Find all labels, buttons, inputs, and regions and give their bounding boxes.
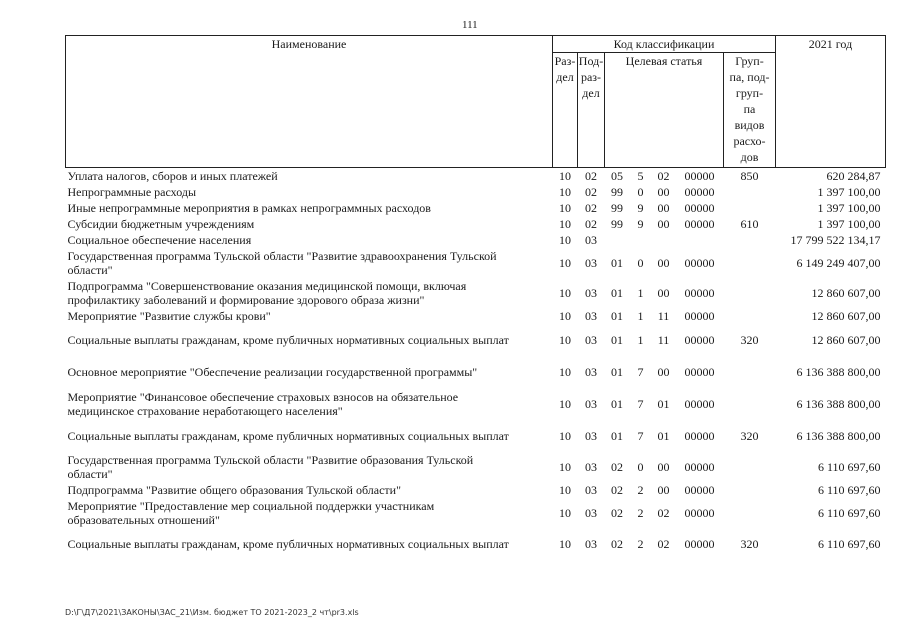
table-row	[66, 528, 886, 560]
row-target-program: 01	[611, 396, 623, 411]
table-row	[66, 452, 886, 482]
row-name-line: Непрограммные расходы	[67, 184, 197, 199]
row-razdel: 10	[559, 332, 571, 347]
row-razdel: 10	[559, 168, 571, 183]
row-name-line: Социальные выплаты гражданам, кроме публичных нормативных социальных выплат	[67, 428, 509, 443]
row-razdel: 10	[559, 216, 571, 231]
row-target-direction: 00000	[684, 184, 715, 199]
row-expense-group: 320	[740, 332, 759, 347]
row-target-subprogram: 2	[637, 536, 644, 551]
table-row	[66, 168, 886, 184]
row-target-direction: 00000	[684, 332, 715, 347]
row-amount: 12 860 607,00	[811, 332, 881, 347]
row-target-subprogram: 0	[637, 255, 644, 270]
row-name-line: Мероприятие "Финансовое обеспечение страховых взносов на обязательное	[67, 389, 459, 404]
row-podrazdel: 03	[585, 308, 597, 323]
row-target-direction: 00000	[684, 308, 715, 323]
row-name-line: Государственная программа Тульской области "Развитие образования Тульской	[67, 452, 474, 467]
header-gruppa-line: па	[743, 102, 756, 116]
table-row	[66, 420, 886, 452]
row-target-direction: 00000	[684, 364, 715, 379]
row-target-subprogram: 7	[637, 396, 644, 411]
row-razdel: 10	[559, 308, 571, 323]
row-target-event: 00	[657, 216, 670, 231]
row-name	[66, 528, 553, 560]
row-razdel: 10	[559, 184, 571, 199]
table-row	[66, 184, 886, 200]
row-target-subprogram: 7	[637, 364, 644, 379]
table-row	[66, 388, 886, 420]
row-name-line: Подпрограмма "Совершенствование оказания медицинской помощи, включая	[67, 278, 467, 293]
budget-table	[65, 35, 886, 560]
row-target-event: 00	[657, 285, 670, 300]
header-gruppa	[724, 53, 776, 168]
row-expense-group	[724, 184, 776, 200]
row-target-subprogram: 5	[637, 168, 644, 183]
row-name-line: Государственная программа Тульской области "Развитие здравоохранения Тульской	[67, 248, 497, 263]
header-razdel	[553, 53, 578, 168]
row-name	[66, 308, 553, 324]
row-name	[66, 356, 553, 388]
row-name	[66, 278, 553, 308]
row-target-event: 00	[657, 184, 670, 199]
row-podrazdel: 03	[585, 482, 597, 497]
table-row	[66, 482, 886, 498]
row-name	[66, 248, 553, 278]
row-target-subprogram: 2	[637, 505, 644, 520]
header-gruppa-line: дов	[740, 150, 759, 164]
row-target-subprogram: 1	[637, 308, 644, 323]
table-row	[66, 216, 886, 232]
row-amount: 6 110 697,60	[817, 505, 881, 520]
table-row	[66, 356, 886, 388]
table-row	[66, 232, 886, 248]
row-expense-group	[724, 482, 776, 498]
row-target-event: 00	[657, 482, 670, 497]
row-target-direction: 00000	[684, 285, 715, 300]
row-name-line: Социальные выплаты гражданам, кроме публичных нормативных социальных выплат	[67, 332, 509, 347]
header-podrazdel-line: дел	[582, 86, 600, 100]
row-name	[66, 482, 553, 498]
row-amount: 1 397 100,00	[817, 216, 881, 231]
row-target-program: 01	[611, 428, 623, 443]
header-razdel-line: Раз-	[554, 54, 576, 68]
row-podrazdel: 03	[585, 364, 597, 379]
row-name-line: профилактику заболеваний и формирование здорового образа жизни"	[67, 292, 425, 307]
row-target-program: 99	[611, 184, 623, 199]
row-amount: 6 110 697,60	[817, 459, 881, 474]
row-podrazdel: 03	[585, 285, 597, 300]
row-target-subprogram: 2	[637, 482, 644, 497]
row-target-direction: 00000	[684, 482, 715, 497]
row-target-program: 02	[611, 482, 623, 497]
header-podrazdel	[578, 53, 605, 168]
row-razdel: 10	[559, 536, 571, 551]
row-amount: 1 397 100,00	[817, 184, 881, 199]
row-target-event: 00	[657, 459, 670, 474]
row-target-event: 11	[657, 308, 670, 323]
row-amount: 6 110 697,60	[817, 482, 881, 497]
table-row	[66, 200, 886, 216]
header-name: Наименование	[66, 36, 553, 168]
row-expense-group	[724, 308, 776, 324]
row-razdel: 10	[559, 255, 571, 270]
row-name-line: Основное мероприятие "Обеспечение реализации государственной программы"	[67, 364, 478, 379]
row-target-event: 02	[657, 168, 670, 183]
row-target-direction: 00000	[684, 459, 715, 474]
table-row	[66, 278, 886, 308]
row-name	[66, 232, 553, 248]
row-expense-group	[724, 498, 776, 528]
row-target-subprogram: 1	[637, 332, 644, 347]
row-target-program	[605, 232, 630, 248]
header-podrazdel-line: Под-	[578, 54, 604, 68]
row-name-line: области"	[67, 262, 113, 277]
header-gruppa-line: па, под-	[729, 70, 770, 84]
row-podrazdel: 03	[585, 255, 597, 270]
row-amount: 6 110 697,60	[817, 536, 881, 551]
row-target-direction: 00000	[684, 216, 715, 231]
row-name-line: Мероприятие "Развитие службы крови"	[67, 308, 271, 323]
row-name-line: Субсидии бюджетным учреждениям	[67, 216, 255, 231]
row-expense-group	[724, 232, 776, 248]
row-target-direction: 00000	[684, 255, 715, 270]
row-target-program: 01	[611, 285, 623, 300]
row-target-direction: 00000	[684, 505, 715, 520]
row-amount: 17 799 522 134,17	[790, 232, 881, 247]
row-target-event: 00	[657, 200, 670, 215]
row-podrazdel: 03	[585, 332, 597, 347]
row-expense-group	[724, 200, 776, 216]
row-target-event: 02	[657, 505, 670, 520]
row-target-direction: 00000	[684, 200, 715, 215]
row-target-event: 02	[657, 536, 670, 551]
row-razdel: 10	[559, 482, 571, 497]
row-name	[66, 452, 553, 482]
row-target-program: 02	[611, 505, 623, 520]
row-podrazdel: 02	[585, 168, 597, 183]
row-amount: 6 136 388 800,00	[796, 428, 881, 443]
row-amount: 6 136 388 800,00	[796, 396, 881, 411]
row-target-direction: 00000	[684, 168, 715, 183]
row-expense-group: 850	[740, 168, 759, 183]
row-razdel: 10	[559, 285, 571, 300]
row-podrazdel: 03	[585, 232, 597, 247]
row-target-direction	[676, 232, 724, 248]
table-row	[66, 324, 886, 356]
row-name-line: Социальное обеспечение населения	[67, 232, 252, 247]
row-podrazdel: 03	[585, 505, 597, 520]
row-expense-group: 320	[740, 536, 759, 551]
row-target-subprogram	[630, 232, 652, 248]
row-target-subprogram: 1	[637, 285, 644, 300]
row-podrazdel: 02	[585, 200, 597, 215]
row-target-subprogram: 9	[637, 200, 644, 215]
row-target-event: 11	[657, 332, 670, 347]
row-target-program: 02	[611, 536, 623, 551]
row-expense-group	[724, 248, 776, 278]
row-target-event	[652, 232, 676, 248]
header-gruppa-line: видов	[734, 118, 765, 132]
row-target-subprogram: 0	[637, 459, 644, 474]
row-name	[66, 420, 553, 452]
row-name-line: медицинское страхование неработающего населения"	[67, 403, 343, 418]
row-expense-group	[724, 452, 776, 482]
row-target-program: 05	[611, 168, 623, 183]
row-podrazdel: 03	[585, 459, 597, 474]
row-expense-group	[724, 388, 776, 420]
row-razdel: 10	[559, 396, 571, 411]
row-name-line: Мероприятие "Предоставление мер социальной поддержки участникам	[67, 498, 435, 513]
row-target-event: 00	[657, 255, 670, 270]
row-target-program: 01	[611, 308, 623, 323]
row-expense-group: 320	[740, 428, 759, 443]
file-path-footer: D:\Г\Д7\2021\ЗАКОНЫ\ЗАС_21\Изм. бюджет ТО 2021-2023_2 чт\pr3.xls	[65, 608, 359, 617]
row-razdel: 10	[559, 459, 571, 474]
row-podrazdel: 03	[585, 428, 597, 443]
table-row	[66, 308, 886, 324]
row-target-direction: 00000	[684, 428, 715, 443]
row-expense-group: 610	[740, 216, 759, 231]
row-target-event: 01	[657, 396, 670, 411]
row-target-program: 01	[611, 332, 623, 347]
header-gruppa-line: груп-	[735, 86, 764, 100]
row-name	[66, 388, 553, 420]
row-target-program: 02	[611, 459, 623, 474]
row-name	[66, 200, 553, 216]
row-target-program: 99	[611, 200, 623, 215]
header-razdel-line: дел	[556, 70, 574, 84]
table-row	[66, 248, 886, 278]
row-name-line: Иные непрограммные мероприятия в рамках непрограммных расходов	[67, 200, 431, 215]
row-podrazdel: 03	[585, 396, 597, 411]
row-target-subprogram: 9	[637, 216, 644, 231]
row-target-event: 00	[657, 364, 670, 379]
row-razdel: 10	[559, 364, 571, 379]
row-amount: 1 397 100,00	[817, 200, 881, 215]
row-target-program: 01	[611, 255, 623, 270]
header-gruppa-line: Груп-	[735, 54, 764, 68]
row-target-event: 01	[657, 428, 670, 443]
header-podrazdel-line: раз-	[580, 70, 602, 84]
row-name-line: Подпрограмма "Развитие общего образования Тульской области"	[67, 482, 401, 497]
row-name	[66, 216, 553, 232]
header-year: 2021 год	[776, 36, 886, 168]
table-body	[66, 168, 886, 560]
row-name-line: образовательных отношений"	[67, 512, 220, 527]
row-podrazdel: 03	[585, 536, 597, 551]
row-target-direction: 00000	[684, 396, 715, 411]
row-razdel: 10	[559, 505, 571, 520]
row-amount: 12 860 607,00	[811, 285, 881, 300]
row-expense-group	[724, 278, 776, 308]
row-target-subprogram: 0	[637, 184, 644, 199]
row-expense-group	[724, 356, 776, 388]
table-row	[66, 498, 886, 528]
row-podrazdel: 02	[585, 216, 597, 231]
row-name	[66, 324, 553, 356]
row-name	[66, 168, 553, 184]
row-podrazdel: 02	[585, 184, 597, 199]
row-amount: 6 136 388 800,00	[796, 364, 881, 379]
row-name	[66, 184, 553, 200]
page-number: 111	[462, 19, 478, 31]
row-target-program: 01	[611, 364, 623, 379]
row-razdel: 10	[559, 200, 571, 215]
header-celevaya: Целевая статья	[605, 53, 724, 168]
row-target-direction: 00000	[684, 536, 715, 551]
row-razdel: 10	[559, 428, 571, 443]
row-amount: 6 149 249 407,00	[796, 255, 881, 270]
row-name-line: области"	[67, 466, 113, 481]
row-amount: 12 860 607,00	[811, 308, 881, 323]
header-gruppa-line: расхо-	[733, 134, 766, 148]
row-name	[66, 498, 553, 528]
header-classification: Код классификации	[553, 36, 776, 53]
row-razdel: 10	[559, 232, 571, 247]
row-target-subprogram: 7	[637, 428, 644, 443]
row-name-line: Социальные выплаты гражданам, кроме публичных нормативных социальных выплат	[67, 536, 509, 551]
row-name-line: Уплата налогов, сборов и иных платежей	[67, 168, 278, 183]
row-target-program: 99	[611, 216, 623, 231]
row-amount: 620 284,87	[826, 168, 881, 183]
